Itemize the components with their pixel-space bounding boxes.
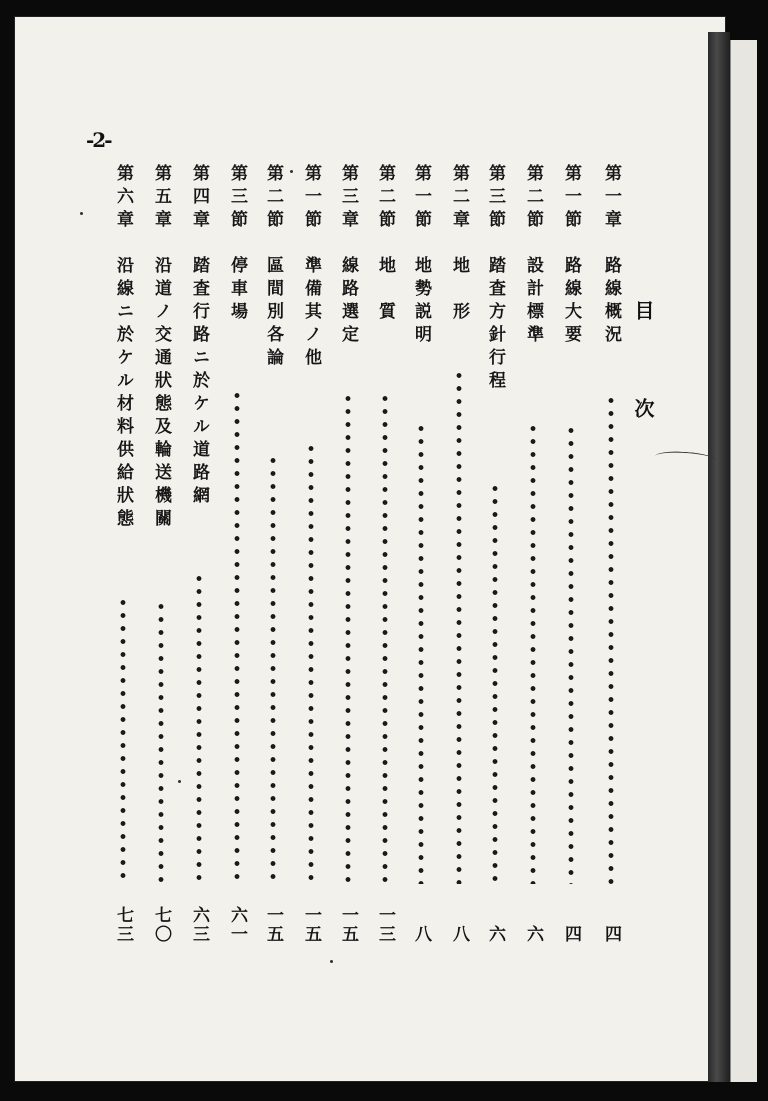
toc-entry [518,164,548,944]
toc-entry-title: 第一節 路線大要 [561,164,581,348]
toc-entry-page: 八 [449,925,469,944]
dot-leader [196,572,202,884]
toc-entry-title: 第三章 線路選定 [338,164,358,348]
toc-entry-page: 八 [411,925,431,944]
dot-leader [234,389,240,884]
toc-entry-title: 第一節 地勢説明 [411,164,431,348]
toc-entry [258,164,288,944]
toc-entry-page: 四 [561,925,581,944]
toc-entry [108,164,138,944]
toc-entry-page: 一五 [301,906,321,944]
toc-entry [222,164,252,944]
toc-entry-page: 一五 [263,906,283,944]
toc-entry [444,164,474,944]
toc-entry-page: 一五 [338,906,358,944]
toc-entry-title: 第一章 路線概況 [601,164,621,348]
toc-entry-page: 六 [485,925,505,944]
dot-leader [530,422,536,884]
toc-entry-page: 六 [523,925,543,944]
toc-entry [184,164,214,944]
toc-entry [370,164,400,944]
dot-leader [492,482,498,884]
toc-entry-title: 第二節 設計標準 [523,164,543,348]
dot-leader [418,422,424,884]
toc-entry-title: 第二節 區間別各論 [263,164,283,371]
toc-entry [406,164,436,944]
toc-entry-title: 第五章 沿道ノ交通狀態及輪送機關 [151,164,171,532]
toc-entry-title: 第二章 地 形 [449,164,469,325]
dot-leader [158,600,164,884]
dot-leader [456,369,462,884]
toc-entry [596,164,626,944]
toc-entry-page: 六一 [227,906,247,944]
page-edge [730,40,757,1082]
toc-entry-title: 第六章 沿線ニ於ケル材料供給狀態 [113,164,133,532]
toc-entry-page: 六三 [189,906,209,944]
toc-entry-title: 第三節 停車場 [227,164,247,325]
toc-entry-title: 第二節 地 質 [375,164,395,325]
toc-entry [556,164,586,944]
toc-entry-page: 七〇 [151,906,171,944]
dot-leader [120,596,126,884]
toc-entry-page: 七三 [113,906,133,944]
dot-leader [270,454,276,884]
toc-entry-title: 第一節 準備其ノ他 [301,164,321,371]
dot-leader [608,394,614,884]
dot-leader [568,424,574,884]
book-spine [708,32,730,1082]
toc-entry-page: 一三 [375,906,395,944]
toc-title: 目次 [631,300,655,496]
toc-entry-title: 第四章 踏査行路ニ於ケル道路網 [189,164,209,509]
toc-entry-title: 第三節 踏査方針行程 [485,164,505,394]
toc-entry-page: 四 [601,925,621,944]
dot-leader [382,392,388,884]
toc-entry [296,164,326,944]
page-number-mark: -2- [86,128,111,152]
toc-entry [333,164,363,944]
toc-entry [480,164,510,944]
dot-leader [308,442,314,884]
dot-leader [345,392,351,884]
toc-entry [146,164,176,944]
